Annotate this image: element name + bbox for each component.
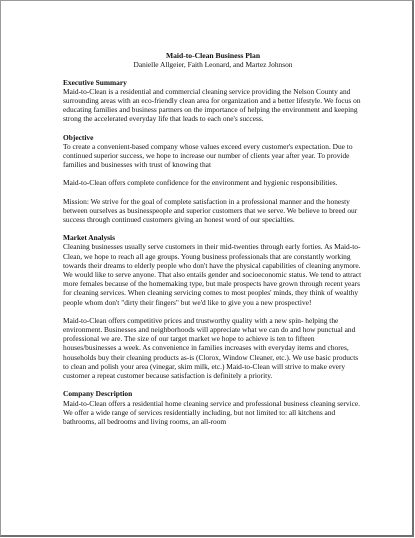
section-paragraph: Maid-to-Clean offers competitive prices and trustworthy quality with a new spin- helping the environment. Businesses and neighborhoods will appreciate what we can do and how punctual and professional we are. The size of our target market we hope to achieve is ten to fifteen houses/businesses a week. As convenience in families increases with everyday items and chores, households buy their cleaning products as-is (Clorox, Window Cleaner, etc.). We use basic products to clean and polish your area (vinegar, skim milk, etc.) Maid-to-Clean will strive to make every customer a repeat customer because satisfaction is definitely a priority.	[63, 315, 359, 381]
section-company-description	[63, 389, 363, 426]
section-heading: Company Description	[63, 389, 133, 399]
section-paragraph: To create a convenient-based company whose values exceed every customer's expectation. Due to continued superior success, we hope to increase our number of clients year after year. To provide families and businesses with trust of knowing that	[63, 141, 353, 170]
document-title: Maid-to-Clean Business Plan	[165, 51, 261, 60]
section-paragraph: Cleaning businesses usually serve customers in their mid-twenties through early forties. As Maid-to-Clean, we hope to reach all age groups. Young business professionals that are constantly working towards their dreams to elderly people who don't have the physical capabilities of cleaning anymore. We would like to serve anyone. That also entails gender and socioeconomic status. We tend to attract more females because of the homemaking type, but male prospects have grown through recent years for cleaning services. When cleaning servicing comes to most peoples' minds, they think of wealthy people whom don't "dirty their fingers" but we'd like to give you a new prospective!	[63, 242, 362, 307]
document-page	[63, 51, 363, 435]
document-authors: Danielle Allgeier, Faith Leonard, and Martez Johnson	[133, 60, 293, 70]
section-paragraph: Maid-to-Clean offers a residential home cleaning service and professional business cleaning service. We offer a wide range of services residentially including, but not limited to: all kitchens and bathrooms, all bedrooms and living rooms, an all-room	[63, 398, 361, 426]
section-heading: Objective	[63, 132, 94, 142]
section-objective	[63, 133, 363, 225]
section-heading: Market Analysis	[63, 233, 115, 243]
section-paragraph: Mission: We strive for the goal of complete satisfaction in a professional manner and the honesty between ourselves as businesspeople and superior customers that we serve. We believe to breed our success through continued customers giving an honest word of our specialties.	[63, 196, 358, 225]
section-executive-summary	[63, 78, 363, 124]
section-paragraph: Maid-to-Clean is a residential and commercial cleaning service providing the Nelson County and surrounding areas with an eco-friendly clean area for organization and a better lifestyle. We focus on educating families and business partners on the importance of helping the environment and keeping strong the accelerated everyday life that leads to each one's success.	[63, 86, 361, 124]
section-heading: Executive Summary	[63, 77, 127, 87]
section-market-analysis	[63, 233, 363, 380]
section-paragraph: Maid-to-Clean offers complete confidence for the environment and hygienic responsibilities.	[63, 178, 338, 188]
